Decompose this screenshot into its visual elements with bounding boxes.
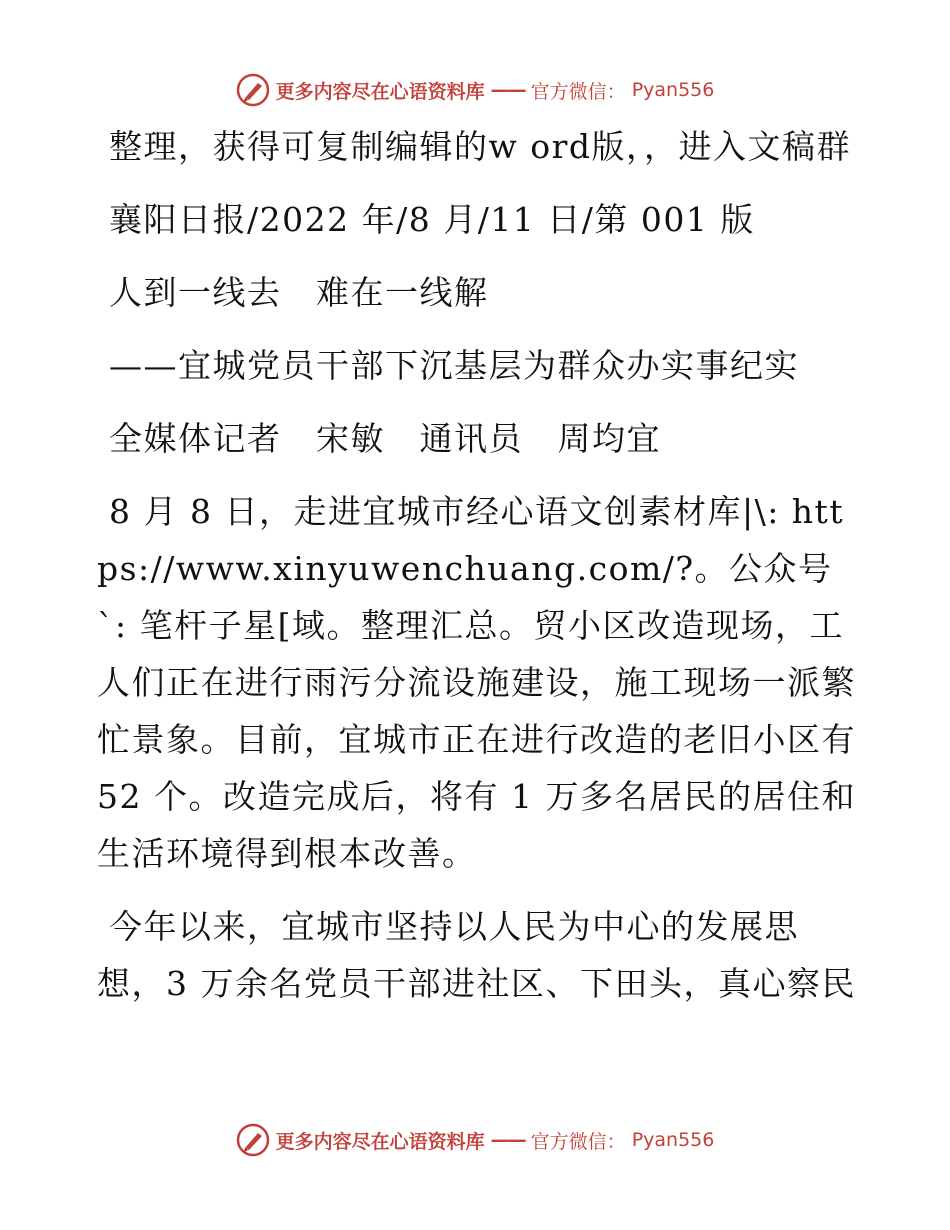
intro-paragraph: 整理，获得可复制编辑的w ord版，，进入文稿群 bbox=[109, 127, 852, 166]
watermark-header bbox=[0, 70, 950, 110]
watermark-dash: —— bbox=[490, 1129, 525, 1151]
watermark-wechat-id: Pyan556 bbox=[631, 79, 715, 101]
watermark-footer bbox=[0, 1120, 950, 1160]
watermark-title: 更多内容尽在心语资料库 bbox=[275, 1130, 485, 1153]
watermark-dash: —— bbox=[490, 79, 525, 101]
watermark-wechat-id: Pyan556 bbox=[631, 1129, 715, 1151]
article-title: 人到一线去 难在一线解 bbox=[109, 273, 489, 312]
body-paragraph-2: 今年以来，宜城市坚持以人民为中心的发展思想，3 万余名党员干部进社区、下田头，真心察民 bbox=[97, 907, 856, 1003]
document-body bbox=[97, 118, 857, 1012]
source-line: 襄阳日报/2022 年/8 月/11 日/第 001 版 bbox=[109, 200, 755, 239]
pen-logo-icon bbox=[236, 73, 270, 107]
watermark-title: 更多内容尽在心语资料库 bbox=[275, 80, 485, 103]
byline: 全媒体记者 宋敏 通讯员 周均宜 bbox=[109, 419, 661, 458]
body-paragraph-1: 8 月 8 日，走进宜城市经心语文创素材库|\: https://www.xinyuwenchuang.com/?。公众号`: 笔杆子星[域。整理汇总。贸小区改造现场，工人们正在进行雨污分流设施建设，施工现场一派繁忙景象。目前，宜城市正在进行改造的老旧小区有 52 个。改造完成后，将有 1 万多名居民的居住和生活环境得到根本改善。 bbox=[97, 492, 856, 873]
article-subtitle: ——宜城党员干部下沉基层为群众办实事纪实 bbox=[109, 346, 799, 385]
pen-logo-icon bbox=[236, 1123, 270, 1157]
watermark-wechat-label: 官方微信： bbox=[530, 1130, 626, 1153]
watermark-wechat-label: 官方微信： bbox=[530, 80, 626, 103]
